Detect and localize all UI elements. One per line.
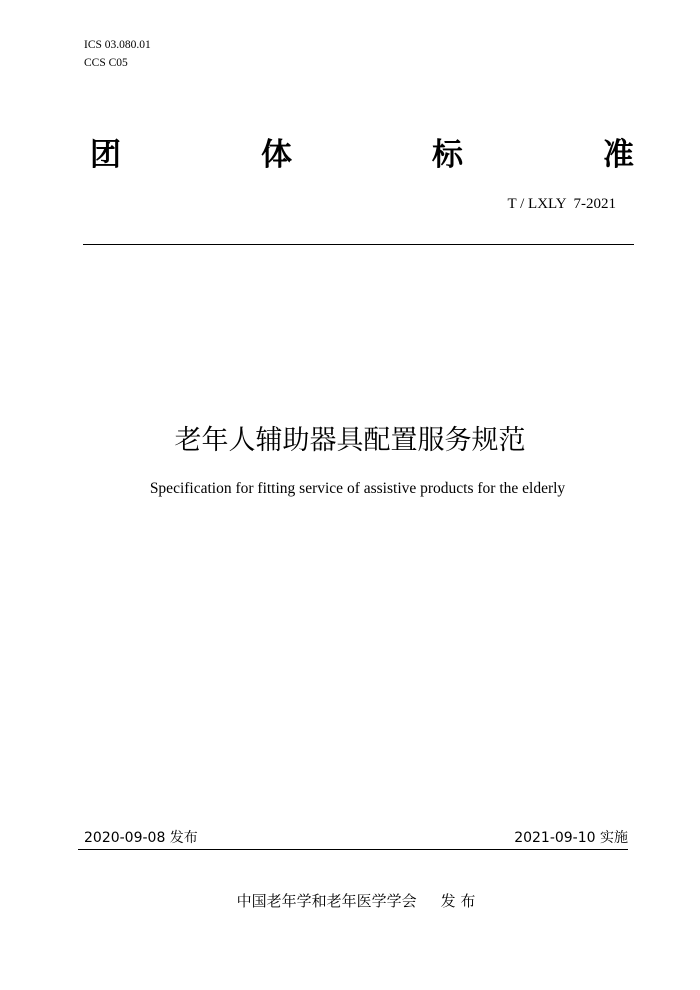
publisher-line	[0, 890, 700, 911]
ccs-code: CCS C05	[84, 57, 128, 69]
document-title-english: Specification for fitting service of assistive products for the elderly	[149, 480, 566, 497]
heading-char: 标	[432, 136, 463, 173]
standard-number: T / LXLY 7-2021	[507, 196, 616, 212]
ics-code: ICS 03.080.01	[84, 39, 151, 51]
publisher-name: 中国老年学和老年医学学会	[236, 892, 417, 910]
top-divider	[83, 244, 634, 245]
heading-char: 体	[261, 136, 292, 173]
heading-char: 准	[603, 136, 634, 173]
bottom-divider	[78, 849, 628, 850]
classification-codes	[84, 36, 151, 72]
heading-char: 团	[90, 136, 121, 173]
issue-date: 2020-09-08 发布	[84, 830, 198, 846]
document-title-chinese: 老年人辅助器具配置服务规范	[174, 425, 526, 456]
publish-action: 发 布	[440, 892, 476, 910]
implementation-date: 2021-09-10 实施	[514, 830, 628, 846]
group-standard-heading	[90, 126, 634, 176]
